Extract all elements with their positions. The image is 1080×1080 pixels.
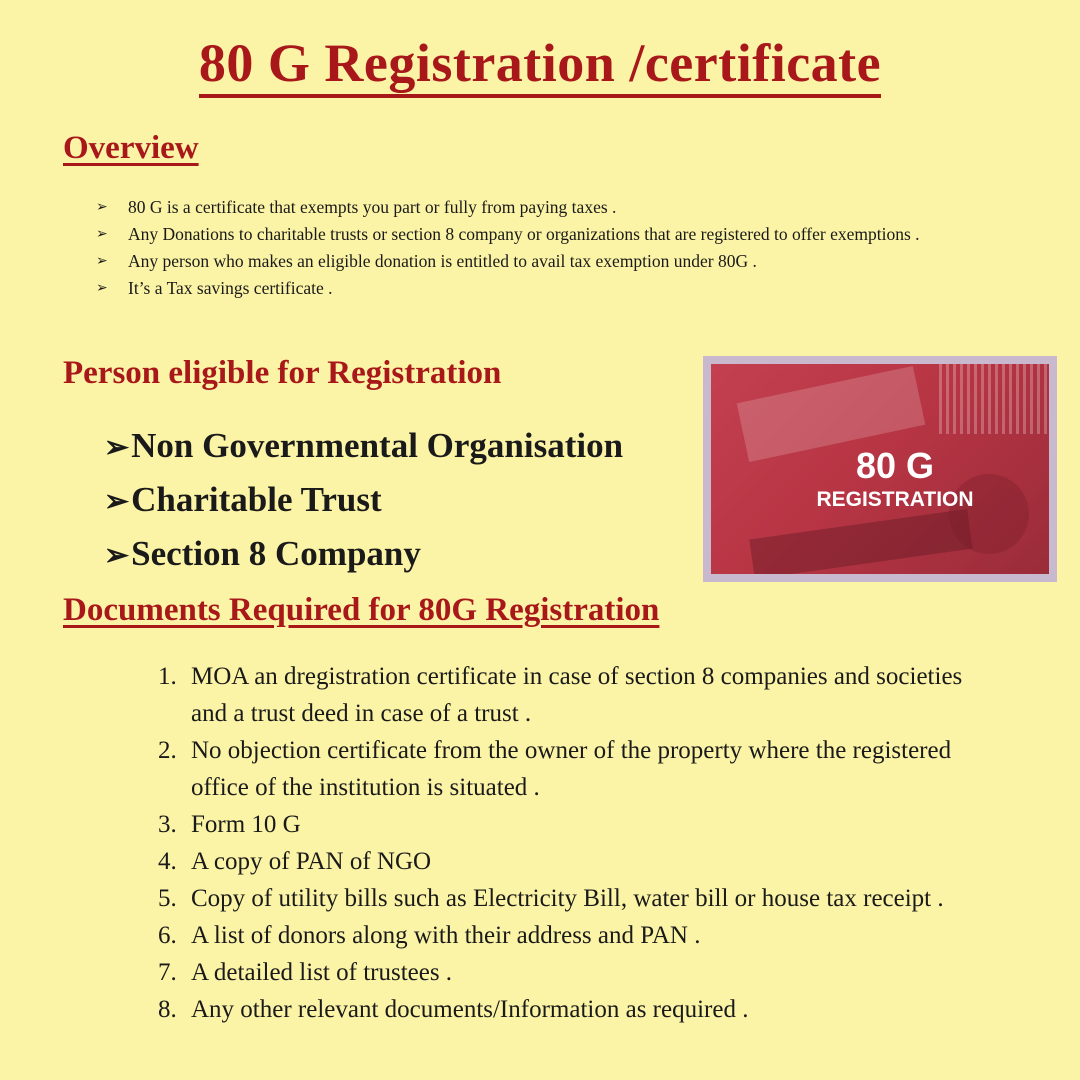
- overview-list: [96, 194, 996, 302]
- documents-heading: Documents Required for 80G Registration: [63, 592, 660, 628]
- eligible-list: [104, 420, 623, 582]
- item-number: 4.: [158, 848, 177, 875]
- eligible-item-text: Charitable Trust: [131, 480, 382, 519]
- list-item: [158, 806, 988, 843]
- decorative-shape: [749, 509, 972, 574]
- arrow-bullet-icon: ➢: [104, 539, 130, 572]
- document-item-text: MOA an dregistration certificate in case of section 8 companies and societies and a trust deed in case of a trust .: [191, 663, 963, 727]
- registration-image: [703, 356, 1057, 582]
- overview-item-text: Any person who makes an eligible donation is entitled to avail tax exemption under 80G .: [128, 251, 757, 271]
- list-item: [158, 954, 988, 991]
- list-item: [158, 843, 988, 880]
- image-line-registration: REGISTRATION: [816, 488, 974, 511]
- document-item-text: Any other relevant documents/Information as required .: [191, 996, 749, 1023]
- document-item-text: A detailed list of trustees .: [191, 959, 453, 986]
- overview-heading: Overview: [63, 130, 199, 166]
- list-item: [158, 991, 988, 1028]
- eligible-item-text: Non Governmental Organisation: [131, 426, 624, 465]
- document-item-text: Form 10 G: [191, 811, 301, 838]
- item-number: 7.: [158, 959, 177, 986]
- item-number: 6.: [158, 922, 177, 949]
- arrow-bullet-icon: ➢: [96, 227, 108, 242]
- list-item: [96, 221, 996, 248]
- document-item-text: A copy of PAN of NGO: [191, 848, 432, 875]
- list-item: [104, 528, 623, 582]
- list-item: [104, 474, 623, 528]
- overview-item-text: It’s a Tax savings certificate .: [128, 278, 333, 298]
- registration-image-text: [711, 446, 1049, 514]
- eligible-heading: Person eligible for Registration: [63, 355, 502, 391]
- arrow-bullet-icon: ➢: [96, 281, 108, 296]
- page-title-wrapper: [0, 30, 1080, 98]
- list-item: [158, 917, 988, 954]
- list-item: [158, 658, 988, 732]
- list-item: [96, 194, 996, 221]
- item-number: 1.: [158, 663, 177, 690]
- arrow-bullet-icon: ➢: [96, 200, 108, 215]
- list-item: [104, 420, 623, 474]
- arrow-bullet-icon: ➢: [104, 431, 130, 464]
- overview-item-text: 80 G is a certificate that exempts you part or fully from paying taxes .: [128, 197, 617, 217]
- list-item: [158, 880, 988, 917]
- document-item-text: No objection certificate from the owner of the property where the registered office of the institution is situated .: [191, 737, 952, 801]
- overview-item-text: Any Donations to charitable trusts or section 8 company or organizations that are registered to offer exemptions .: [128, 224, 920, 244]
- list-item: [96, 275, 996, 302]
- document-item-text: A list of donors along with their address and PAN .: [191, 922, 701, 949]
- documents-list: [158, 658, 988, 1028]
- eligible-item-text: Section 8 Company: [131, 534, 421, 573]
- decorative-stripes: [939, 364, 1049, 434]
- item-number: 3.: [158, 811, 177, 838]
- page-title: 80 G Registration /certificate: [199, 32, 881, 98]
- list-item: [158, 732, 988, 806]
- list-item: [96, 248, 996, 275]
- document-item-text: Copy of utility bills such as Electricity Bill, water bill or house tax receipt .: [191, 885, 944, 912]
- registration-image-inner: [711, 364, 1049, 574]
- image-line-80g: 80 G: [855, 445, 935, 486]
- item-number: 8.: [158, 996, 177, 1023]
- arrow-bullet-icon: ➢: [104, 485, 130, 518]
- arrow-bullet-icon: ➢: [96, 254, 108, 269]
- item-number: 5.: [158, 885, 177, 912]
- item-number: 2.: [158, 737, 177, 764]
